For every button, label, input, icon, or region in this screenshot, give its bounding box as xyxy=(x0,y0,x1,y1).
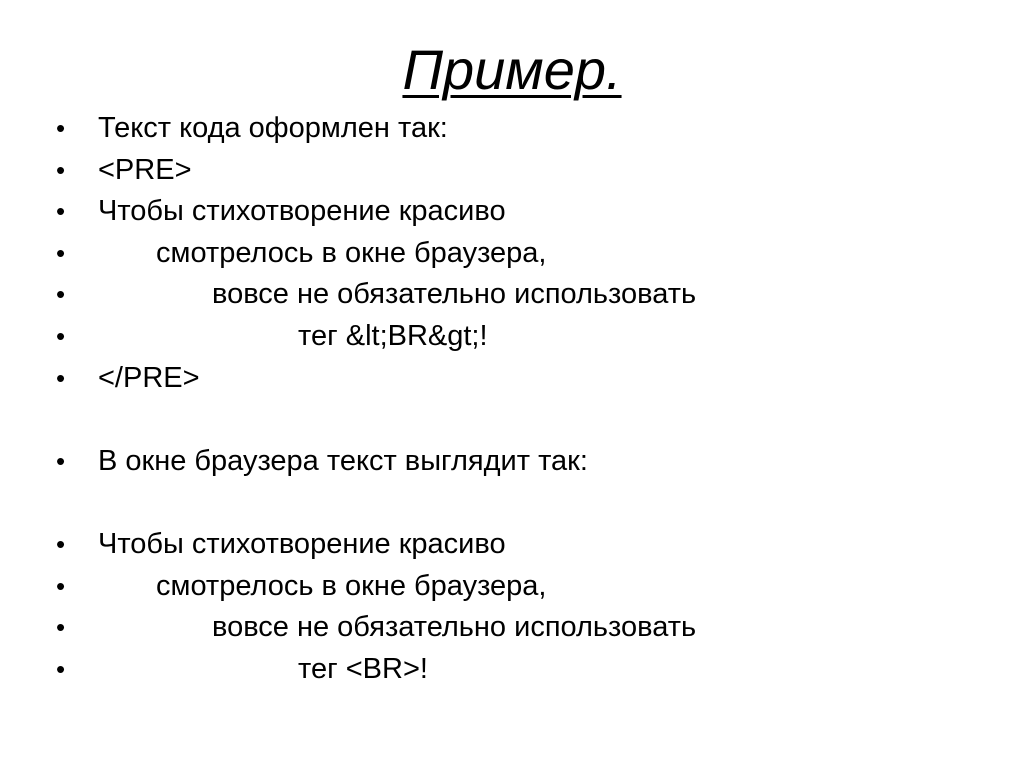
list-item xyxy=(56,607,996,649)
list-item-text: вовсе не обязательно использовать xyxy=(212,278,697,311)
list-item xyxy=(56,524,996,566)
bullet-icon: • xyxy=(56,113,66,143)
list-item-text: тег &lt;BR&gt;! xyxy=(298,319,488,352)
list-item xyxy=(56,274,996,316)
list-item-text: смотрелось в окне браузера, xyxy=(156,236,547,269)
bullet-icon: • xyxy=(56,196,66,227)
bullet-icon: • xyxy=(56,528,66,559)
list-item-text: </PRE> xyxy=(98,361,200,394)
list-item xyxy=(56,108,996,150)
list-item xyxy=(56,316,996,358)
blank-line xyxy=(56,482,996,524)
list-item xyxy=(56,191,996,233)
list-item-text: Чтобы стихотворение красиво xyxy=(98,527,506,560)
bullet-icon: • xyxy=(56,237,66,268)
list-item-text: вовсе не обязательно использовать xyxy=(212,611,697,644)
bullet-icon: • xyxy=(56,362,66,393)
list-item xyxy=(56,358,996,400)
list-item-text: Чтобы стихотворение красиво xyxy=(98,195,506,228)
list-item xyxy=(56,649,996,691)
list-item-text: В окне браузера текст выглядит так: xyxy=(98,444,588,477)
bullet-icon: • xyxy=(56,612,66,643)
bullet-icon: • xyxy=(56,445,66,476)
list-item xyxy=(56,441,996,483)
list-item-text: смотрелось в окне браузера, xyxy=(156,569,547,602)
bullet-list xyxy=(56,108,996,690)
list-item xyxy=(56,233,996,275)
blank-line xyxy=(56,399,996,441)
bullet-icon: • xyxy=(56,653,66,684)
list-item-text: <PRE> xyxy=(98,153,192,186)
list-item-text: тег <BR>! xyxy=(298,652,428,685)
bullet-icon: • xyxy=(56,320,66,351)
list-item xyxy=(56,150,996,192)
slide-title: Пример. xyxy=(402,38,622,101)
bullet-icon: • xyxy=(56,154,66,185)
bullet-icon: • xyxy=(56,279,66,310)
list-item-text: Текст кода оформлен так: xyxy=(98,112,448,144)
bullet-icon: • xyxy=(56,570,66,601)
list-item xyxy=(56,566,996,608)
